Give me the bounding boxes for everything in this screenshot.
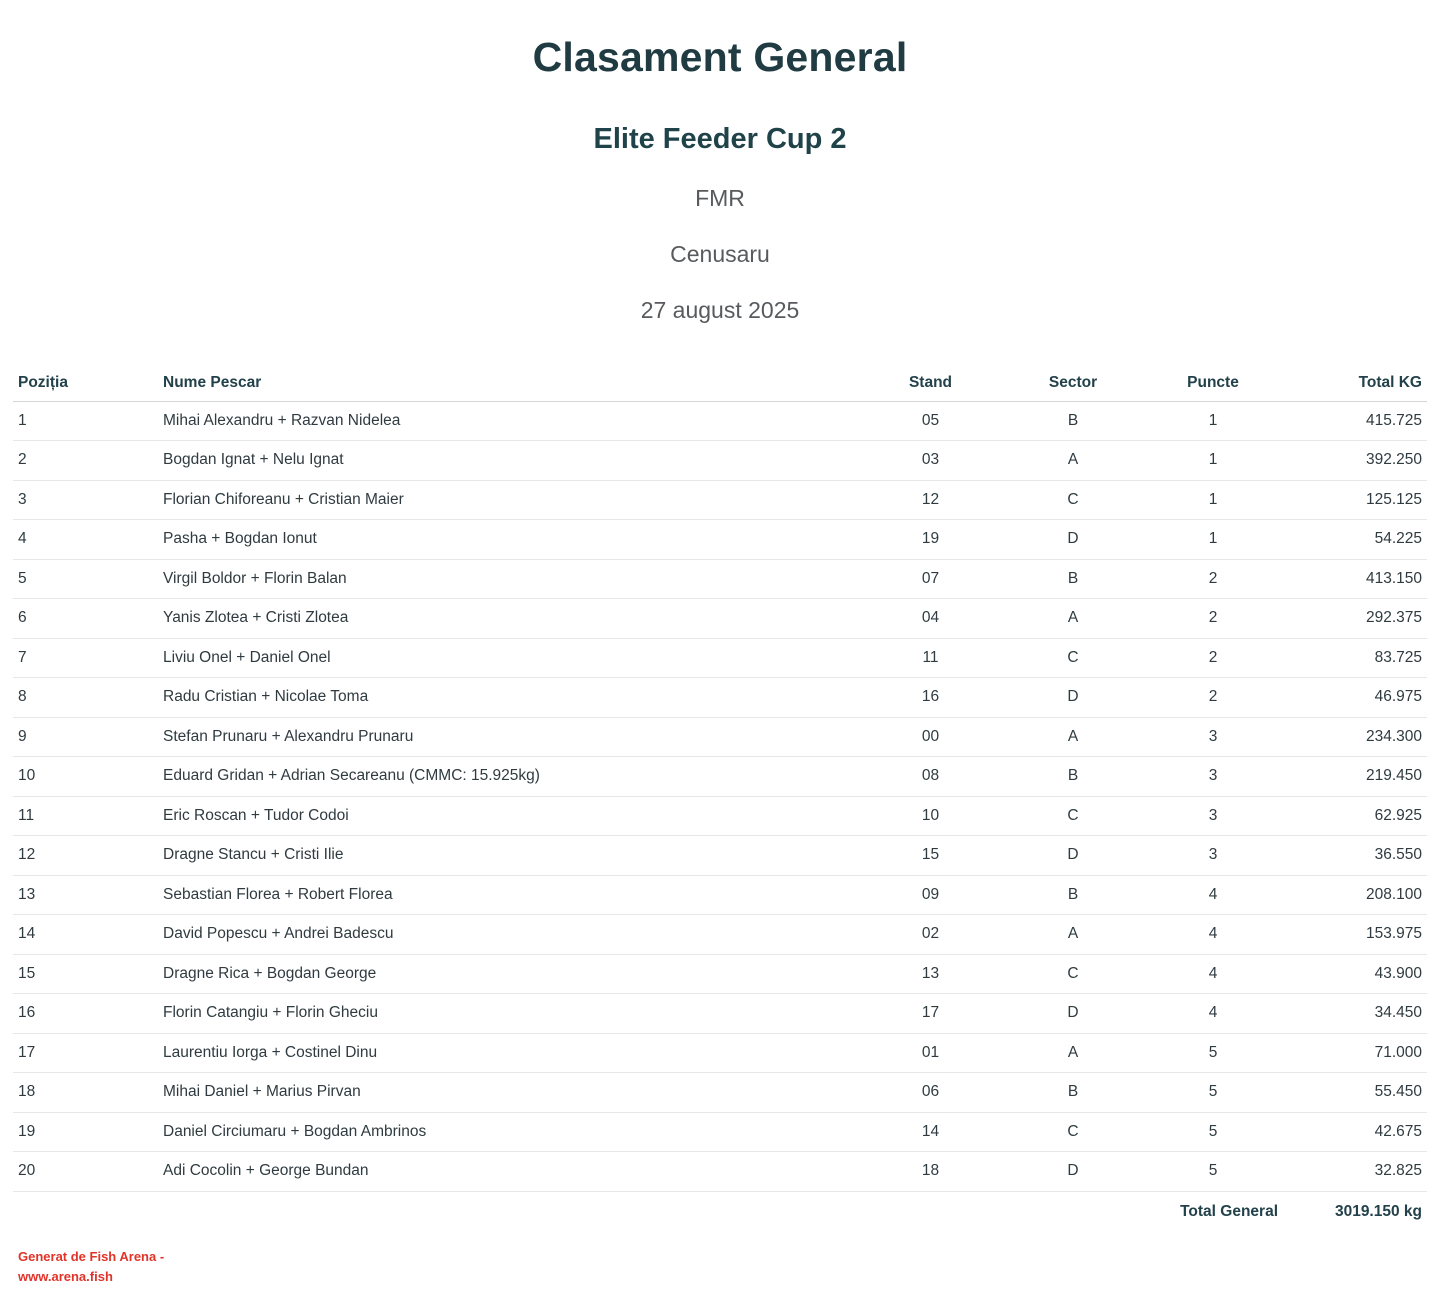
cell-stand: 06 <box>858 1073 1003 1113</box>
cell-total-kg: 43.900 <box>1283 954 1427 994</box>
cell-total-kg: 392.250 <box>1283 441 1427 481</box>
cell-pozitia: 16 <box>13 994 158 1034</box>
cell-nume-pescar: Daniel Circiumaru + Bogdan Ambrinos <box>158 1112 858 1152</box>
table-row <box>13 401 1427 441</box>
table-header-row <box>13 365 1427 401</box>
cell-puncte: 4 <box>1143 915 1283 955</box>
column-header-stand: Stand <box>858 365 1003 401</box>
column-header-sector: Sector <box>1003 365 1143 401</box>
cell-nume-pescar: Adi Cocolin + George Bundan <box>158 1152 858 1192</box>
cell-total-kg: 36.550 <box>1283 836 1427 876</box>
generator-note <box>18 1247 1440 1287</box>
cell-nume-pescar: Dragne Stancu + Cristi Ilie <box>158 836 858 876</box>
cell-puncte: 3 <box>1143 836 1283 876</box>
column-header-pozitia: Poziția <box>13 365 158 401</box>
table-row <box>13 994 1427 1034</box>
cell-nume-pescar: Florin Catangiu + Florin Gheciu <box>158 994 858 1034</box>
cell-pozitia: 10 <box>13 757 158 797</box>
cell-puncte: 4 <box>1143 994 1283 1034</box>
cell-pozitia: 6 <box>13 599 158 639</box>
table-row <box>13 1033 1427 1073</box>
cell-puncte: 2 <box>1143 559 1283 599</box>
cell-puncte: 2 <box>1143 678 1283 718</box>
cell-nume-pescar: Eduard Gridan + Adrian Secareanu (CMMC: 15.925kg) <box>158 757 858 797</box>
table-row <box>13 954 1427 994</box>
cell-puncte: 4 <box>1143 875 1283 915</box>
cell-sector: C <box>1003 480 1143 520</box>
document-header <box>0 0 1440 324</box>
cell-sector: B <box>1003 757 1143 797</box>
table-row <box>13 836 1427 876</box>
cell-total-kg: 125.125 <box>1283 480 1427 520</box>
cell-puncte: 1 <box>1143 480 1283 520</box>
column-header-total-kg: Total KG <box>1283 365 1427 401</box>
cell-puncte: 1 <box>1143 441 1283 481</box>
cell-pozitia: 5 <box>13 559 158 599</box>
table-row <box>13 796 1427 836</box>
cell-sector: B <box>1003 559 1143 599</box>
cell-sector: B <box>1003 875 1143 915</box>
column-header-nume-pescar: Nume Pescar <box>158 365 858 401</box>
total-row <box>13 1191 1427 1233</box>
table-row <box>13 678 1427 718</box>
cell-puncte: 5 <box>1143 1033 1283 1073</box>
cell-pozitia: 9 <box>13 717 158 757</box>
cell-nume-pescar: Radu Cristian + Nicolae Toma <box>158 678 858 718</box>
cell-sector: C <box>1003 1112 1143 1152</box>
cell-puncte: 5 <box>1143 1073 1283 1113</box>
cell-nume-pescar: Dragne Rica + Bogdan George <box>158 954 858 994</box>
cell-stand: 03 <box>858 441 1003 481</box>
cell-nume-pescar: Virgil Boldor + Florin Balan <box>158 559 858 599</box>
cell-pozitia: 4 <box>13 520 158 560</box>
cell-sector: D <box>1003 678 1143 718</box>
cell-total-kg: 219.450 <box>1283 757 1427 797</box>
cell-pozitia: 19 <box>13 1112 158 1152</box>
table-row <box>13 599 1427 639</box>
cell-pozitia: 11 <box>13 796 158 836</box>
organization-name: FMR <box>695 185 745 211</box>
cell-total-kg: 62.925 <box>1283 796 1427 836</box>
cell-nume-pescar: Pasha + Bogdan Ionut <box>158 520 858 560</box>
cell-total-kg: 42.675 <box>1283 1112 1427 1152</box>
cell-pozitia: 3 <box>13 480 158 520</box>
table-row <box>13 757 1427 797</box>
total-general-label: Total General <box>1180 1203 1278 1221</box>
cell-nume-pescar: Mihai Daniel + Marius Pirvan <box>158 1073 858 1113</box>
cell-total-kg: 34.450 <box>1283 994 1427 1034</box>
cell-nume-pescar: Yanis Zlotea + Cristi Zlotea <box>158 599 858 639</box>
table-row <box>13 1073 1427 1113</box>
table-row <box>13 915 1427 955</box>
ranking-table <box>13 365 1427 1233</box>
page-title: Clasament General <box>532 34 908 80</box>
cell-total-kg: 208.100 <box>1283 875 1427 915</box>
cell-pozitia: 8 <box>13 678 158 718</box>
cell-sector: A <box>1003 599 1143 639</box>
table-row <box>13 1112 1427 1152</box>
table-row <box>13 1152 1427 1192</box>
cell-puncte: 1 <box>1143 401 1283 441</box>
cell-stand: 01 <box>858 1033 1003 1073</box>
cell-sector: D <box>1003 1152 1143 1192</box>
cell-stand: 08 <box>858 757 1003 797</box>
cell-nume-pescar: David Popescu + Andrei Badescu <box>158 915 858 955</box>
cell-sector: B <box>1003 401 1143 441</box>
cell-sector: A <box>1003 441 1143 481</box>
cell-stand: 19 <box>858 520 1003 560</box>
table-row <box>13 559 1427 599</box>
cell-stand: 04 <box>858 599 1003 639</box>
cell-stand: 05 <box>858 401 1003 441</box>
event-date: 27 august 2025 <box>640 297 800 323</box>
cell-puncte: 3 <box>1143 717 1283 757</box>
cell-sector: D <box>1003 994 1143 1034</box>
cell-pozitia: 14 <box>13 915 158 955</box>
cell-stand: 13 <box>858 954 1003 994</box>
cell-stand: 18 <box>858 1152 1003 1192</box>
cell-puncte: 1 <box>1143 520 1283 560</box>
cell-total-kg: 292.375 <box>1283 599 1427 639</box>
cell-stand: 07 <box>858 559 1003 599</box>
cell-stand: 15 <box>858 836 1003 876</box>
cell-stand: 09 <box>858 875 1003 915</box>
cell-pozitia: 13 <box>13 875 158 915</box>
cell-stand: 11 <box>858 638 1003 678</box>
cell-total-kg: 32.825 <box>1283 1152 1427 1192</box>
cell-pozitia: 7 <box>13 638 158 678</box>
generator-note-line1: Generat de Fish Arena - <box>18 1249 165 1264</box>
table-row <box>13 875 1427 915</box>
venue-name: Cenusaru <box>670 241 770 267</box>
cell-total-kg: 153.975 <box>1283 915 1427 955</box>
competition-name: Elite Feeder Cup 2 <box>593 123 847 155</box>
cell-puncte: 2 <box>1143 599 1283 639</box>
cell-nume-pescar: Laurentiu Iorga + Costinel Dinu <box>158 1033 858 1073</box>
cell-pozitia: 12 <box>13 836 158 876</box>
cell-puncte: 2 <box>1143 638 1283 678</box>
generator-note-line2: www.arena.fish <box>18 1269 113 1284</box>
cell-puncte: 5 <box>1143 1112 1283 1152</box>
cell-puncte: 3 <box>1143 757 1283 797</box>
cell-sector: A <box>1003 915 1143 955</box>
table-row <box>13 717 1427 757</box>
cell-nume-pescar: Eric Roscan + Tudor Codoi <box>158 796 858 836</box>
cell-puncte: 4 <box>1143 954 1283 994</box>
cell-total-kg: 415.725 <box>1283 401 1427 441</box>
cell-stand: 14 <box>858 1112 1003 1152</box>
cell-total-kg: 54.225 <box>1283 520 1427 560</box>
total-general-value: 3019.150 kg <box>1334 1203 1422 1221</box>
cell-sector: C <box>1003 954 1143 994</box>
cell-total-kg: 83.725 <box>1283 638 1427 678</box>
cell-sector: D <box>1003 836 1143 876</box>
cell-nume-pescar: Mihai Alexandru + Razvan Nidelea <box>158 401 858 441</box>
column-header-puncte: Puncte <box>1143 365 1283 401</box>
cell-stand: 12 <box>858 480 1003 520</box>
cell-pozitia: 15 <box>13 954 158 994</box>
cell-pozitia: 20 <box>13 1152 158 1192</box>
cell-total-kg: 71.000 <box>1283 1033 1427 1073</box>
cell-sector: C <box>1003 638 1143 678</box>
table-row <box>13 480 1427 520</box>
cell-nume-pescar: Sebastian Florea + Robert Florea <box>158 875 858 915</box>
cell-puncte: 3 <box>1143 796 1283 836</box>
cell-nume-pescar: Bogdan Ignat + Nelu Ignat <box>158 441 858 481</box>
cell-pozitia: 17 <box>13 1033 158 1073</box>
cell-sector: A <box>1003 717 1143 757</box>
cell-total-kg: 413.150 <box>1283 559 1427 599</box>
table-body <box>13 401 1427 1191</box>
cell-total-kg: 234.300 <box>1283 717 1427 757</box>
cell-stand: 00 <box>858 717 1003 757</box>
table-row <box>13 638 1427 678</box>
cell-sector: B <box>1003 1073 1143 1113</box>
cell-pozitia: 1 <box>13 401 158 441</box>
cell-stand: 10 <box>858 796 1003 836</box>
cell-stand: 17 <box>858 994 1003 1034</box>
cell-nume-pescar: Stefan Prunaru + Alexandru Prunaru <box>158 717 858 757</box>
cell-sector: D <box>1003 520 1143 560</box>
cell-nume-pescar: Liviu Onel + Daniel Onel <box>158 638 858 678</box>
cell-pozitia: 18 <box>13 1073 158 1113</box>
table-row <box>13 441 1427 481</box>
cell-sector: C <box>1003 796 1143 836</box>
cell-stand: 02 <box>858 915 1003 955</box>
cell-sector: A <box>1003 1033 1143 1073</box>
cell-total-kg: 55.450 <box>1283 1073 1427 1113</box>
cell-puncte: 5 <box>1143 1152 1283 1192</box>
cell-nume-pescar: Florian Chiforeanu + Cristian Maier <box>158 480 858 520</box>
table-row <box>13 520 1427 560</box>
cell-stand: 16 <box>858 678 1003 718</box>
cell-pozitia: 2 <box>13 441 158 481</box>
ranking-table-container <box>13 365 1427 1233</box>
cell-total-kg: 46.975 <box>1283 678 1427 718</box>
